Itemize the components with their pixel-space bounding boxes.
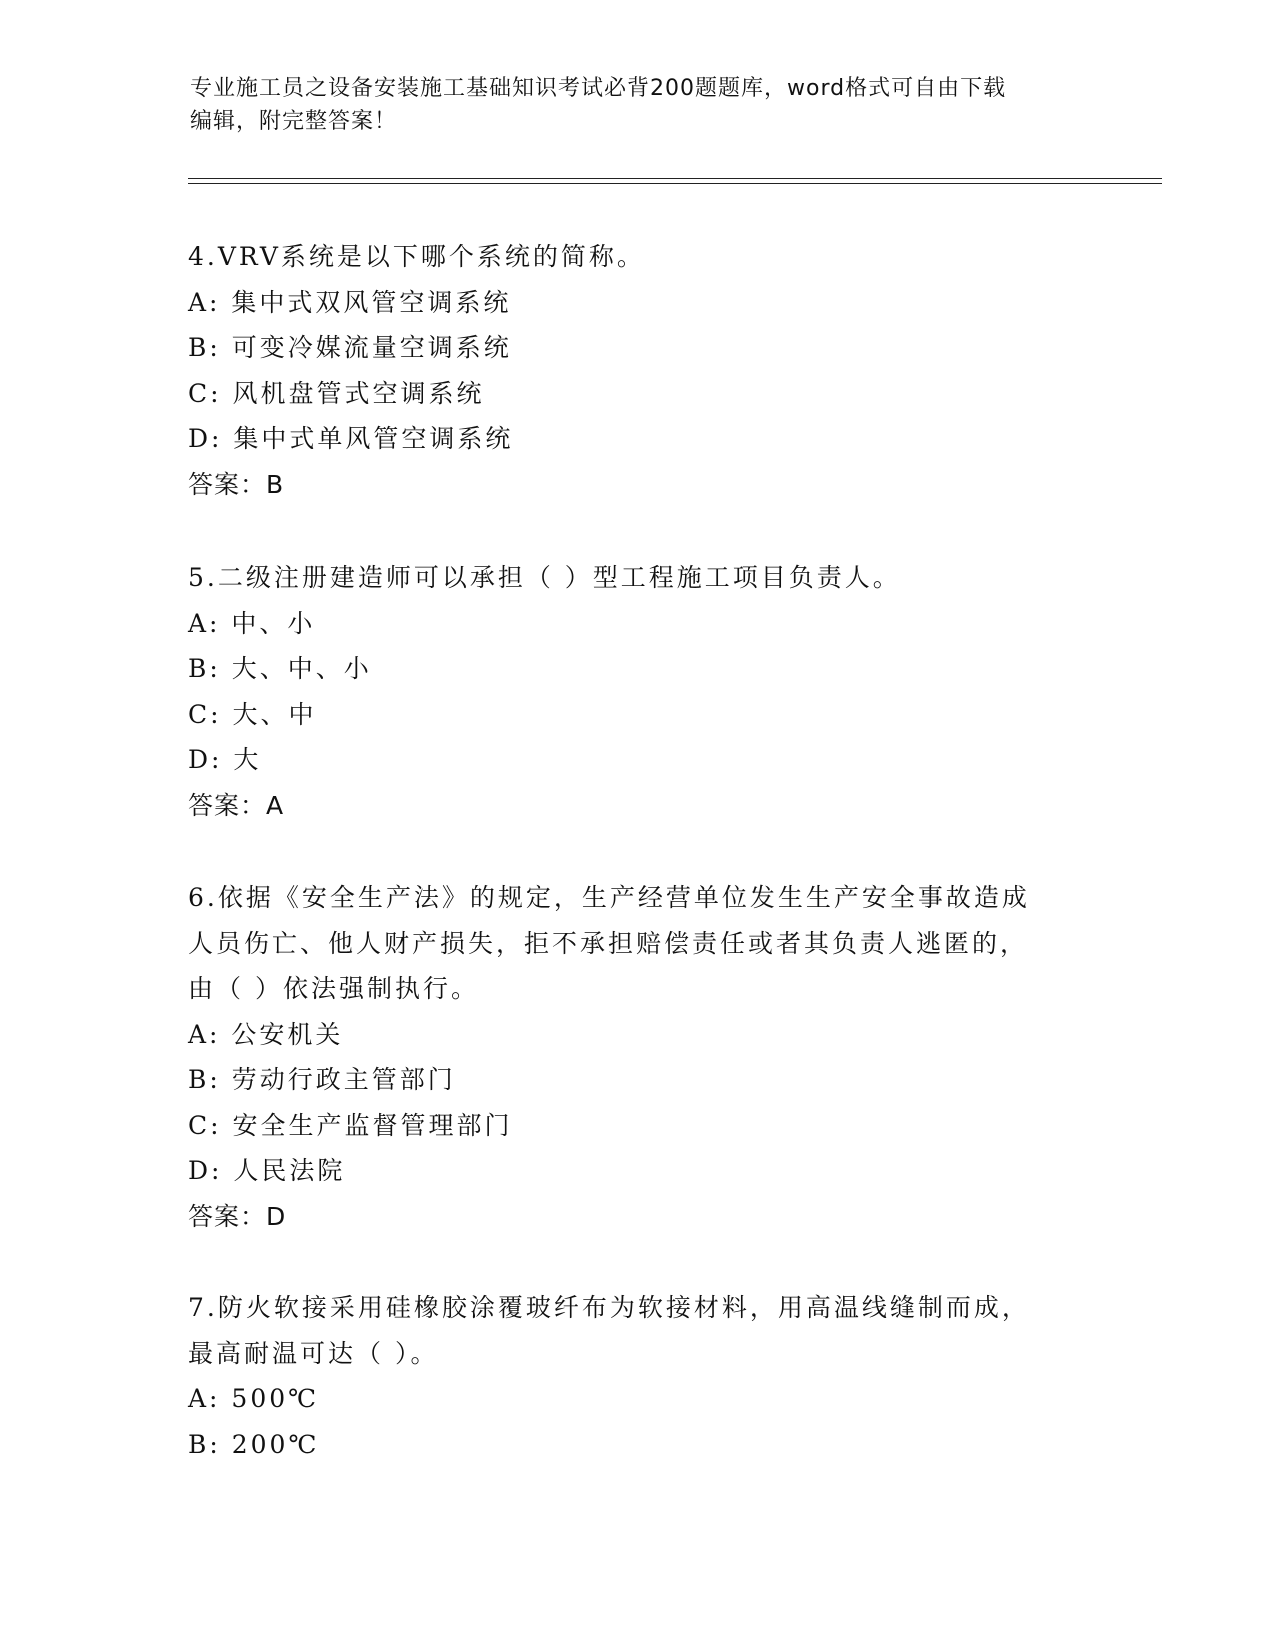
answer-line: 答案：A: [188, 790, 285, 820]
question-stem-line: 由（ ）依法强制执行。: [188, 974, 479, 1003]
option-b: B: 大、中、小: [188, 654, 372, 683]
option-a: A: 500℃: [188, 1384, 320, 1413]
option-b: B: 200℃: [188, 1429, 320, 1459]
option-b: B: 劳动行政主管部门: [188, 1065, 456, 1094]
header-divider-bottom: [188, 183, 1162, 184]
option-d: D: 集中式单风管空调系统: [188, 424, 514, 453]
question-stem-line: 5.二级注册建造师可以承担（ ）型工程施工项目负责人。: [188, 563, 901, 592]
option-c: C: 安全生产监督管理部门: [188, 1110, 513, 1140]
option-d: D: 人民法院: [188, 1156, 346, 1185]
question-4: [188, 234, 1088, 507]
question-stem-line: 4.VRV系统是以下哪个系统的简称。: [188, 242, 645, 271]
option-c: C: 风机盘管式空调系统: [188, 378, 485, 408]
option-a: A: 公安机关: [188, 1019, 344, 1049]
question-5: [188, 555, 1088, 828]
question-stem-line: 7.防火软接采用硅橡胶涂覆玻纤布为软接材料，用高温线缝制而成，: [188, 1293, 1030, 1322]
option-b: B: 可变冷媒流量空调系统: [188, 333, 512, 362]
answer-line: 答案：B: [188, 469, 285, 499]
option-c: C: 大、中: [188, 699, 317, 729]
header-title-line-1: 专业施工员之设备安装施工基础知识考试必背200题题库，word格式可自由下载: [190, 76, 1007, 101]
header-title-line-2: 编辑，附完整答案！: [190, 109, 398, 134]
question-stem-line: 最高耐温可达（ ）。: [188, 1338, 439, 1368]
option-d: D: 大: [188, 745, 262, 774]
answer-line: 答案：D: [188, 1201, 287, 1231]
header-divider-top: [188, 178, 1162, 179]
question-7: [188, 1285, 1088, 1467]
question-stem-line: 人员伤亡、他人财产损失，拒不承担赔偿责任或者其负责人逃匿的，: [188, 928, 1029, 958]
option-a: A: 中、小: [188, 608, 316, 638]
question-6: [188, 875, 1088, 1239]
document-header: [190, 72, 1090, 138]
option-a: A: 集中式双风管空调系统: [188, 287, 512, 317]
question-stem-line: 6.依据《安全生产法》的规定，生产经营单位发生生产安全事故造成: [188, 883, 1030, 912]
